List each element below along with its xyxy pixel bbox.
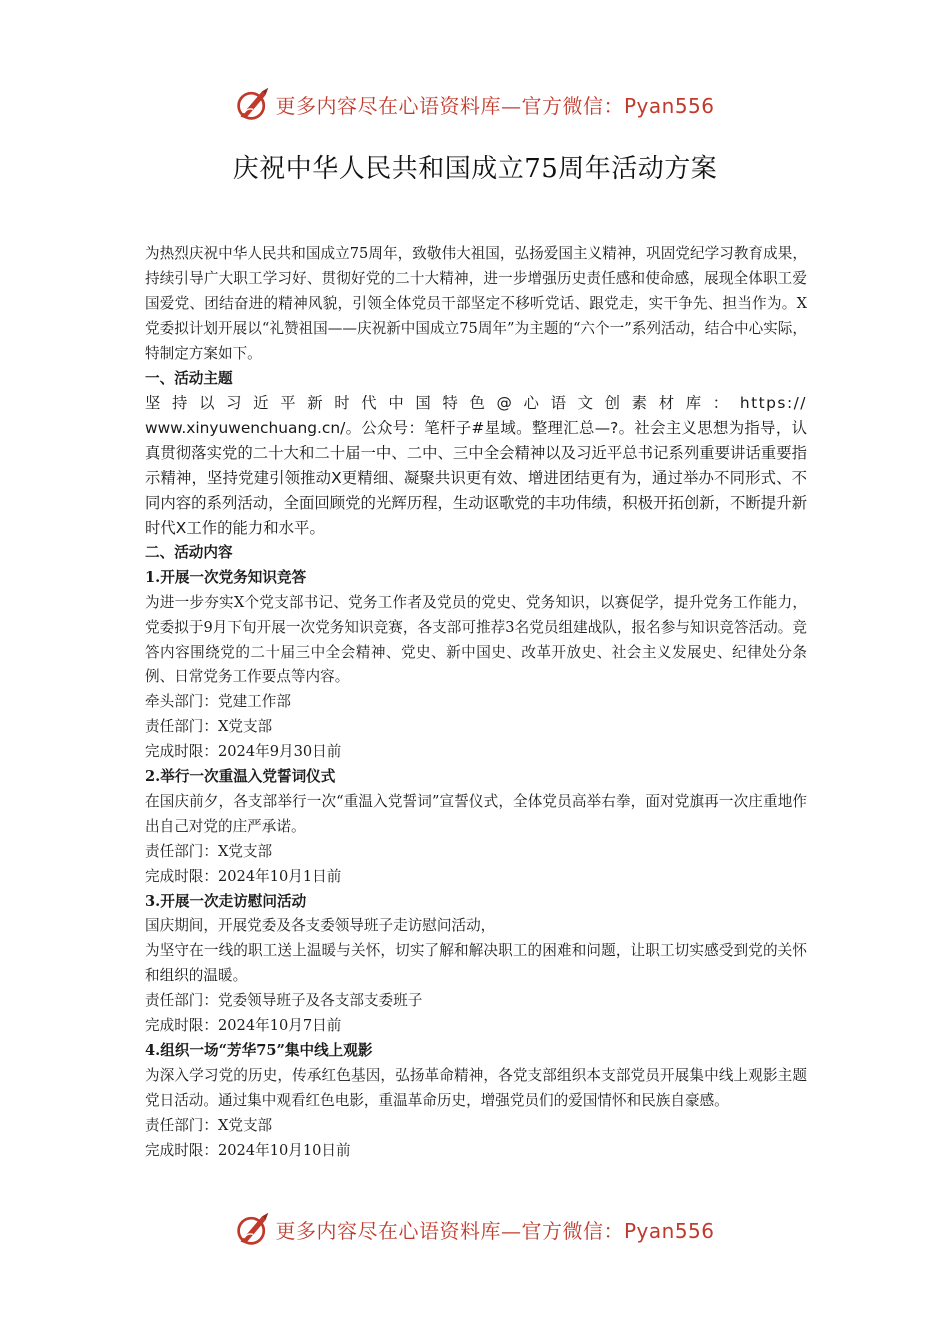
activity-description: 为坚守在一线的职工送上温暖与关怀，切实了解和解决职工的困难和问题，让职工切实感受到党的关怀和组织的温暖。 xyxy=(145,942,807,985)
deadline: 完成时限：2024年10月1日前 xyxy=(145,867,342,885)
activity-title: 3.开展一次走访慰问活动 xyxy=(145,892,307,910)
section-heading-theme: 一、活动主题 xyxy=(145,369,233,387)
activity-description: 为进一步夯实X个党支部书记、党务工作者及党员的党史、党务知识，以赛促学，提升党务工作能力，党委拟于9月下旬开展一次党务知识竞赛，各支部可推荐3名党员组建战队，报名参与知识竞答活动。竞答内容围绕党的二十届三中全会精神、党史、新中国史、改革开放史、社会主义发展史、纪律处分条例、日常党务工作要点等内容。 xyxy=(145,593,807,686)
section-heading-content: 二、活动内容 xyxy=(145,543,233,561)
theme-paragraph-line1: 坚持以习近平新时代中国特色@心语文创素材库：https:// xyxy=(145,394,807,413)
activity-description: 在国庆前夕，各支部举行一次“重温入党誓词”宣誓仪式，全体党员高举右拳，面对党旗再一次庄重地作出自己对党的庄严承诺。 xyxy=(145,792,807,835)
activity-description: 国庆期间，开展党委及各支委领导班子走访慰问活动， xyxy=(145,917,496,935)
watermark-text: 更多内容尽在心语资料库—官方微信：Pyan556 xyxy=(275,93,715,118)
activity-description: 为深入学习党的历史，传承红色基因，弘扬革命精神，各党支部组织本支部党员开展集中线上观影主题党日活动。通过集中观看红色电影，重温革命历史，增强党员们的爱国情怀和民族自豪感。 xyxy=(145,1066,807,1109)
quill-logo-icon xyxy=(235,86,271,122)
document-body xyxy=(145,242,807,1164)
deadline: 完成时限：2024年9月30日前 xyxy=(145,743,342,761)
responsible-department: 责任部门：X党支部 xyxy=(145,1116,273,1134)
responsible-department: 责任部门：党委领导班子及各支部支委班子 xyxy=(145,992,423,1010)
watermark-text: 更多内容尽在心语资料库—官方微信：Pyan556 xyxy=(275,1218,715,1243)
footer-watermark-banner xyxy=(0,1207,950,1251)
deadline: 完成时限：2024年10月10日前 xyxy=(145,1141,351,1159)
lead-department: 牵头部门：党建工作部 xyxy=(145,693,291,711)
theme-paragraph: www.xinyuwenchuang.cn/。公众号：笔杆子#星域。整理汇总—?。社会主义思想为指导，认真贯彻落实党的二十大和二十届一中、二中、三中全会精神以及习近平总书记系列重要讲话重要指示精神，坚持党建引领推动X更精细、凝聚共识更有效、增进团结更有为，通过举办不同形式、不同内容的系列活动，全面回顾党的光辉历程，生动讴歌党的丰功伟绩，积极开拓创新，不断提升新时代X工作的能力和水平。 xyxy=(145,419,807,537)
quill-logo-icon xyxy=(235,1211,271,1247)
activity-title: 4.组织一场“芳华75”集中线上观影 xyxy=(145,1042,373,1059)
intro-paragraph: 为热烈庆祝中华人民共和国成立75周年，致敬伟大祖国，弘扬爱国主义精神，巩固党纪学习教育成果，持续引导广大职工学习好、贯彻好党的二十大精神，进一步增强历史责任感和使命感，展现全体职工爱国爱党、团结奋进的精神风貌，引领全体党员干部坚定不移听党话、跟党走，实干争先、担当作为。X党委拟计划开展以“礼赞祖国——庆祝新中国成立75周年”为主题的“六个一”系列活动，结合中心实际，特制定方案如下。 xyxy=(145,245,807,362)
header-watermark-banner xyxy=(0,82,950,126)
activity-title: 1.开展一次党务知识竞答 xyxy=(145,568,307,586)
activity-title: 2.举行一次重温入党誓词仪式 xyxy=(145,768,336,786)
responsible-department: 责任部门：X党支部 xyxy=(145,718,273,736)
deadline: 完成时限：2024年10月7日前 xyxy=(145,1017,342,1035)
responsible-department: 责任部门：X党支部 xyxy=(145,842,273,860)
document-title: 庆祝中华人民共和国成立75周年活动方案 xyxy=(232,154,718,184)
